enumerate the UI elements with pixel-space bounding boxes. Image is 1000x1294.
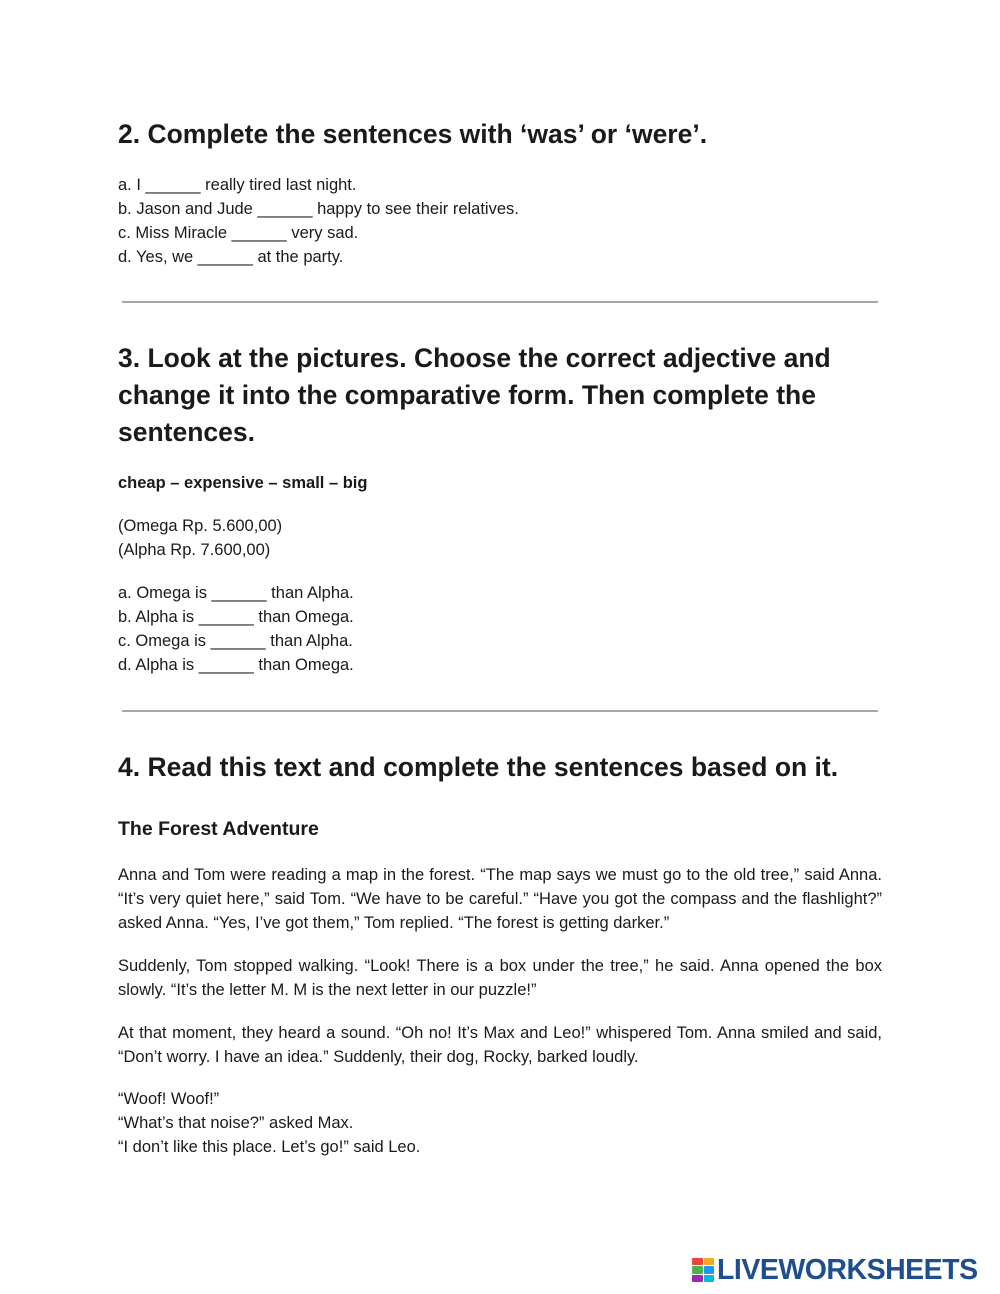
story-paragraph-1: Anna and Tom were reading a map in the forest. “The map says we must go to the old tree,” said Anna. “It’s very quiet here,” said Tom. “We have to be careful.” “Have you got the compass and the flashlight?” asked Anna. “Yes, I’ve got them,” Tom replied. “The forest is getting darker.” [118, 866, 882, 932]
section-3-item-a: a. Omega is ______ than Alpha. [118, 584, 354, 602]
logo-mark-icon [692, 1258, 714, 1282]
section-4-title: 4. Read this text and complete the sentences based on it. [118, 752, 839, 782]
section-2-item-a: a. I ______ really tired last night. [118, 176, 357, 194]
price-alpha: (Alpha Rp. 7.600,00) [118, 541, 271, 559]
section-3-items [118, 581, 354, 677]
section-3-title: 3. Look at the pictures. Choose the correct adjective and change it into the comparative form. Then complete the sentences. [118, 343, 831, 447]
section-2-items [118, 173, 519, 269]
section-2-item-b: b. Jason and Jude ______ happy to see their relatives. [118, 200, 519, 218]
logo-text: LIVEWORKSHEETS [717, 1254, 978, 1286]
dialogue-line-1: “Woof! Woof!” [118, 1090, 220, 1108]
section-2-title: 2. Complete the sentences with ‘was’ or ‘were’. [118, 119, 708, 149]
liveworksheets-logo [692, 1255, 978, 1285]
section-2-item-c: c. Miss Miracle ______ very sad. [118, 224, 359, 242]
section-3-item-c: c. Omega is ______ than Alpha. [118, 632, 353, 650]
story-paragraph-2: Suddenly, Tom stopped walking. “Look! There is a box under the tree,” he said. Anna opened the box slowly. “It’s the letter M. M is the next letter in our puzzle!” [118, 957, 882, 999]
story-dialogue [118, 1087, 420, 1159]
section-2-item-d: d. Yes, we ______ at the party. [118, 248, 344, 266]
divider-1 [122, 301, 878, 303]
word-bank: cheap – expensive – small – big [118, 474, 368, 492]
price-omega: (Omega Rp. 5.600,00) [118, 517, 283, 535]
story-title: The Forest Adventure [118, 818, 319, 840]
dialogue-line-3: “I don’t like this place. Let’s go!” said Leo. [118, 1138, 421, 1156]
divider-2 [122, 710, 878, 712]
dialogue-line-2: “What’s that noise?” asked Max. [118, 1114, 354, 1132]
price-list [118, 514, 282, 562]
section-3-item-d: d. Alpha is ______ than Omega. [118, 656, 354, 674]
story-paragraph-3: At that moment, they heard a sound. “Oh no! It’s Max and Leo!” whispered Tom. Anna smiled and said, “Don’t worry. I have an idea.” Suddenly, their dog, Rocky, barked loudly. [118, 1024, 882, 1066]
section-3-item-b: b. Alpha is ______ than Omega. [118, 608, 354, 626]
